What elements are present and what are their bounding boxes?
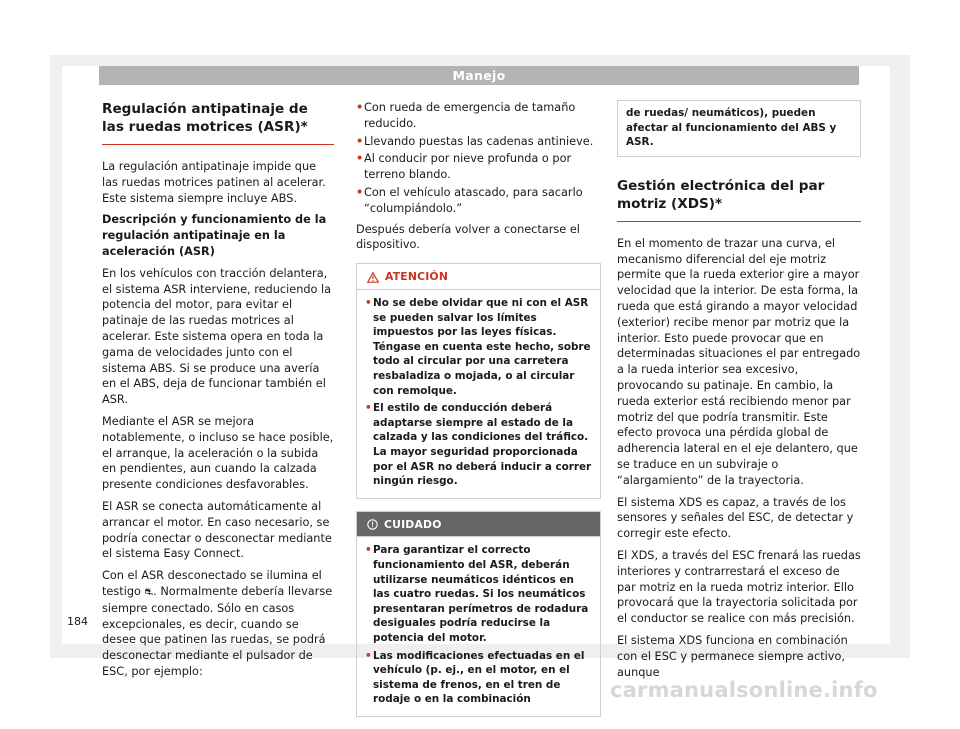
column-1	[102, 100, 334, 686]
asr-intro: La regulación antipatinaje impide que las ruedas motrices patinen al acelerar. Este sistema siempre incluye ABS.	[102, 160, 326, 205]
list-item: • Las modificaciones efectuadas en el vehículo (p. ej., en el motor, en el sistema de frenos, en el tren de rodaje o en la combinación	[365, 649, 592, 707]
list-item: • Llevando puestas las cadenas antinieve.	[356, 134, 601, 150]
list-item: • Con el vehículo atascado, para sacarlo “columpiándolo.”	[356, 185, 601, 217]
list-item: • Con rueda de emergencia de tamaño reducido.	[356, 100, 601, 132]
asr-paragraph-2: En los vehículos con tracción delantera, el sistema ASR interviene, reduciendo la potencia del motor, para evitar el patinaje de las ruedas motrices al acelerar. Este sistema opera en toda la gama de velocidades junto con el sistema ABS. Si se produce una avería en el ABS, deja de funcionar también el ASR.	[102, 266, 332, 407]
asr-warning-light-icon: ⛐	[144, 586, 154, 598]
cuidado-header	[357, 512, 600, 538]
asr-paragraph-3: Mediante el ASR se mejora notablemente, o incluso se hace posible, el arranque, la aceleración o la subida en pendientes, aun cuando la calzada presente condiciones desfavorables.	[102, 414, 334, 492]
atencion-box	[356, 263, 601, 499]
reconnect-note: Después debería volver a conectarse el dispositivo.	[356, 222, 580, 252]
list-item: • Para garantizar el correcto funcionamiento del ASR, deberán utilizarse neumáticos idénticos en las cuatro ruedas. Si los neumáticos presentaran perímetros de rodadura desiguales podría reducirse la potencia del motor.	[365, 543, 592, 645]
info-circle-icon	[367, 519, 378, 530]
section-header: Manejo	[99, 66, 859, 85]
atencion-label: ATENCIÓN	[385, 270, 449, 284]
asr-title-wrap	[102, 100, 334, 145]
xds-paragraph-3: El XDS, a través del ESC frenará las ruedas interiores y contrarrestará el exceso de par motriz en la rueda motriz interior. Ello provocará que la trayectoria solicitada por el conductor se realice con más precisión.	[617, 548, 861, 626]
xds-paragraph-2: El sistema XDS es capaz, a través de los sensores y señales del ESC, de detectar y corregir este efecto.	[617, 495, 854, 541]
asr-off-situations-list	[356, 100, 601, 217]
cuidado-box-continuation: de ruedas/ neumáticos), pueden afectar al funcionamiento del ABS y ASR.	[617, 100, 861, 157]
xds-title-wrap	[617, 177, 861, 222]
xds-title: Gestión electrónica del par motriz (XDS)*	[617, 177, 825, 212]
watermark: carmanualsonline.info	[610, 678, 878, 702]
list-item: • No se debe olvidar que ni con el ASR se pueden salvar los límites impuestos por las leyes físicas. Téngase en cuenta este hecho, sobre todo al circular por una carretera resbaladiza o mojada, o al circular con remolque.	[365, 296, 592, 398]
xds-paragraph-1: En el momento de trazar una curva, el mecanismo diferencial del eje motriz permite que la rueda exterior gire a mayor velocidad que la interior. De esta forma, la rueda que está girando a mayor velocidad (exterior) recibe menor par motriz que la interior. Esto puede provocar que en determinadas situaciones el par entregado a la rueda interior sea excesivo, provocando su patinaje. En cambio, la rueda exterior está recibiendo menor par motriz del que podría transmitir. Este efecto provoca una pérdida global de adherencia lateral en el eje delantero, que se traduce en un subviraje o “alargamiento” de la trayectoria.	[617, 236, 861, 487]
cuidado-label: CUIDADO	[384, 517, 442, 531]
asr-paragraph-4: El ASR se conecta automáticamente al arrancar el motor. En caso necesario, se podría conectar o desconectar mediante el sistema Easy Connect.	[102, 499, 332, 561]
cuidado-box	[356, 511, 601, 717]
asr-subheading: Descripción y funcionamiento de la regulación antipatinaje en la aceleración (ASR)	[102, 213, 327, 258]
column-2	[356, 100, 601, 729]
atencion-header	[357, 264, 600, 290]
page-number: 184	[67, 615, 88, 628]
asr-paragraph-5: Con el ASR desconectado se ilumina el testigo ⛐. Normalmente debería llevarse siempre conectado. Sólo en casos excepcionales, es decir, cuando se desee que patinen las ruedas, se podrá desconectar mediante el pulsador de ESC, por ejemplo:	[102, 569, 333, 678]
column-3	[617, 100, 861, 686]
list-item: • El estilo de conducción deberá adaptarse siempre al estado de la calzada y las condiciones del tráfico. La mayor seguridad proporcionada por el ASR no deberá inducir a correr ningún riesgo.	[365, 401, 592, 489]
asr-title: Regulación antipatinaje de las ruedas motrices (ASR)*	[102, 101, 308, 135]
xds-paragraph-4: El sistema XDS funciona en combinación con el ESC y permanece siempre activo, aunque	[617, 633, 848, 679]
list-item: • Al conducir por nieve profunda o por terreno blando.	[356, 151, 601, 183]
warning-triangle-icon	[367, 272, 379, 283]
